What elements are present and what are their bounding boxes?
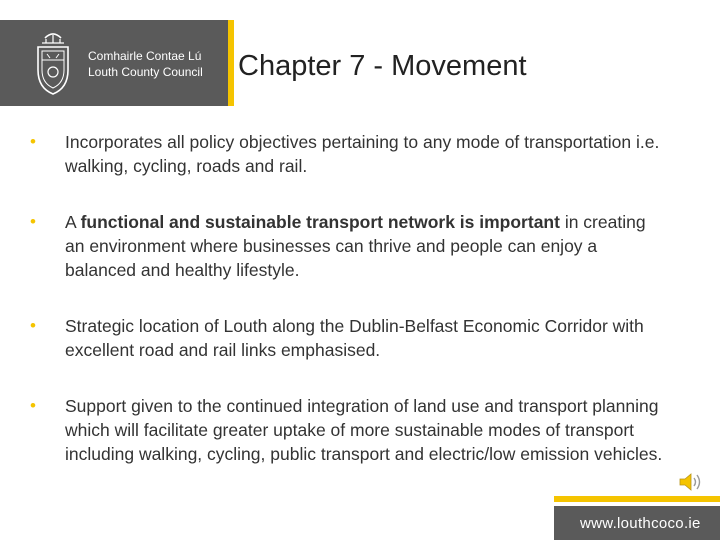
bullet-text: Strategic location of Louth along the Dublin-Belfast Economic Corridor with excellent road and rail links emphasised.	[65, 316, 644, 360]
bullet-dot-icon: •	[30, 212, 36, 231]
speaker-icon[interactable]	[678, 470, 704, 494]
footer-url: www.louthcoco.ie	[580, 515, 701, 532]
council-name	[88, 48, 203, 80]
bullet-list	[28, 130, 668, 466]
council-crest-icon	[32, 30, 74, 96]
bullet-text: A	[65, 212, 81, 232]
footer-panel	[554, 506, 720, 540]
bullet-text-emphasis: functional and sustainable transport network is important	[80, 212, 560, 232]
header-accent-rule	[228, 20, 234, 106]
bullet-text: in creating an environment where businesses can thrive and people can enjoy a balanced and healthy lifestyle.	[65, 212, 646, 280]
bullet-item	[28, 130, 668, 178]
council-logo-panel	[0, 20, 228, 106]
bullet-dot-icon: •	[30, 316, 36, 335]
bullet-dot-icon: •	[30, 132, 36, 151]
slide-title: Chapter 7 - Movement	[238, 50, 527, 82]
bullet-item	[28, 394, 668, 466]
bullet-dot-icon: •	[30, 396, 36, 415]
council-name-english: Louth County Council	[88, 65, 203, 79]
bullet-text: Incorporates all policy objectives pertaining to any mode of transportation i.e. walking, cycling, roads and rail.	[65, 132, 660, 176]
footer-accent-bar	[554, 496, 720, 502]
bullet-text: Support given to the continued integration of land use and transport planning which will facilitate greater uptake of more sustainable modes of transport including walking, cycling, public transport and electric/low emission vehicles.	[65, 396, 663, 464]
bullet-item	[28, 314, 668, 362]
council-name-irish: Comhairle Contae Lú	[88, 49, 202, 63]
bullet-item	[28, 210, 668, 282]
